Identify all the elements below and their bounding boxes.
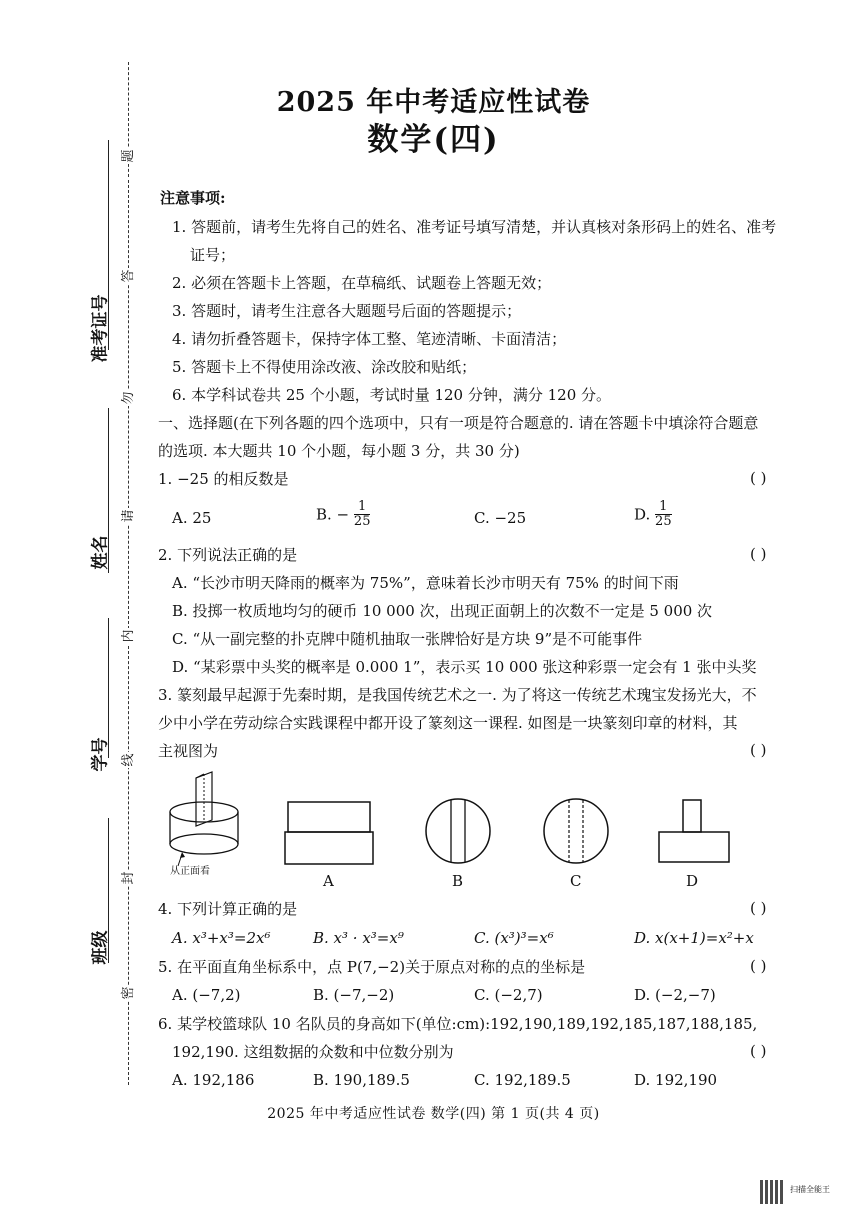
q4-option-c: C. (x³)³=x⁶ [474,929,554,947]
q5-option-d: D. (−2,−7) [634,986,716,1004]
q3-stem-cont: 少中小学在劳动综合实践课程中都开设了篆刻这一课程. 如图是一块篆刻印章的材料，其 [158,714,738,732]
figure-caption: 从正面看 [170,866,210,877]
q4-option-d: D. x(x+1)=x²+x [634,929,754,947]
student-no-label: 学号 [90,737,111,772]
name-label: 姓名 [90,535,111,570]
section-heading-cont: 的选项. 本大题共 10 个小题，每小题 3 分，共 30 分) [158,442,520,460]
note-item: 4. 请勿折叠答题卡，保持字体工整、笔迹清晰、卡面清洁； [172,330,567,348]
q5-option-b: B. (−7,−2) [313,986,395,1004]
answer-paren: ( ) [750,741,767,759]
q3-stem-cont: 主视图为 [158,742,219,760]
answer-paren: ( ) [750,957,767,975]
seal-char: 密 [121,986,136,1000]
note-item: 6. 本学科试卷共 25 个小题，考试时量 120 分钟，满分 120 分。 [172,386,612,404]
q2-option-d: D. “某彩票中头奖的概率是 0.000 1”，表示买 10 000 张这种彩票一定会有 1 张中头奖 [172,658,757,676]
q6-stem: 6. 某学校篮球队 10 名队员的身高如下(单位:cm):192,190,189,192,185,187,188,185, [158,1015,758,1033]
seal-char: 内 [121,629,136,643]
q1-option-b: B. − $\frac{1}{25}$ [316,499,371,529]
option-b-figure [423,796,493,866]
q6-stem-cont: 192,190. 这组数据的众数和中位数分别为 [172,1043,454,1061]
q1-option-a: A. 25 [172,509,212,527]
note-item: 2. 必须在答题卡上答题，在草稿纸、试题卷上答题无效； [172,274,552,292]
page-title: 2025 年中考适应性试卷 [276,87,591,118]
q5-stem: 5. 在平面直角坐标系中，点 P(7,−2)关于原点对称的点的坐标是 [158,958,586,976]
note-item: 3. 答题时，请考生注意各大题题号后面的答题提示； [172,302,522,320]
class-label: 班级 [90,930,111,965]
option-c-figure [541,796,611,866]
exam-id-label: 准考证号 [90,294,111,363]
notes-heading: 注意事项: [160,189,226,207]
answer-paren: ( ) [750,545,767,563]
answer-paren: ( ) [750,899,767,917]
q6-option-a: A. 192,186 [172,1071,255,1089]
q2-stem: 2. 下列说法正确的是 [158,546,298,564]
note-item: 5. 答题卡上不得使用涂改液、涂改胶和贴纸； [172,358,477,376]
figure-label-c: C [570,872,582,890]
page-subtitle: 数学(四) [367,122,500,158]
figure-label-b: B [452,872,464,890]
answer-paren: ( ) [750,469,767,487]
q6-option-b: B. 190,189.5 [313,1071,410,1089]
q2-option-b: B. 投掷一枚质地均匀的硬币 10 000 次，出现正面朝上的次数不一定是 5 000 次 [172,602,713,620]
q4-stem: 4. 下列计算正确的是 [158,900,298,918]
section-heading: 一、选择题(在下列各题的四个选项中，只有一项是符合题意的. 请在答题卡中填涂符合题意 [158,414,759,432]
q2-option-c: C. “从一副完整的扑克牌中随机抽取一张牌恰好是方块 9”是不可能事件 [172,630,643,648]
q1-stem: 1. −25 的相反数是 [158,470,289,488]
option-a-figure [284,798,376,868]
q3-stem: 3. 篆刻最早起源于先秦时期，是我国传统艺术之一. 为了将这一传统艺术瑰宝发扬光大，不 [158,686,757,704]
q1-option-d: D. $\frac{1}{25}$ [634,499,672,529]
seal-char: 答 [121,269,136,283]
scanner-watermark: 扫描全能王 [790,1185,830,1194]
q6-option-c: C. 192,189.5 [474,1071,571,1089]
figure-label-d: D [686,872,699,890]
seal-char: 封 [121,871,136,885]
q5-option-c: C. (−2,7) [474,986,543,1004]
q4-option-a: A. x³+x³=2x⁶ [172,929,271,947]
q2-option-a: A. “长沙市明天降雨的概率为 75%”，意味着长沙市明天有 75% 的时间下雨 [172,574,679,592]
figure-label-a: A [323,872,334,890]
note-item: 1. 答题前，请考生先将自己的姓名、准考证号填写清楚，并认真核对条形码上的姓名、准考 [172,218,777,236]
seal-char: 请 [121,509,136,523]
seal-char: 题 [121,149,136,163]
note-item: 证号； [190,246,236,264]
qr-code-icon [760,1180,784,1204]
q6-option-d: D. 192,190 [634,1071,718,1089]
answer-paren: ( ) [750,1042,767,1060]
option-d-figure [655,798,733,866]
seal-char: 勿 [121,391,136,405]
q1-option-c: C. −25 [474,509,527,527]
page-footer: 2025 年中考适应性试卷 数学(四) 第 1 页(共 4 页) [267,1106,600,1122]
q5-option-a: A. (−7,2) [172,986,241,1004]
seal-char: 线 [121,753,136,767]
q4-option-b: B. x³ · x³=x⁹ [313,929,404,947]
